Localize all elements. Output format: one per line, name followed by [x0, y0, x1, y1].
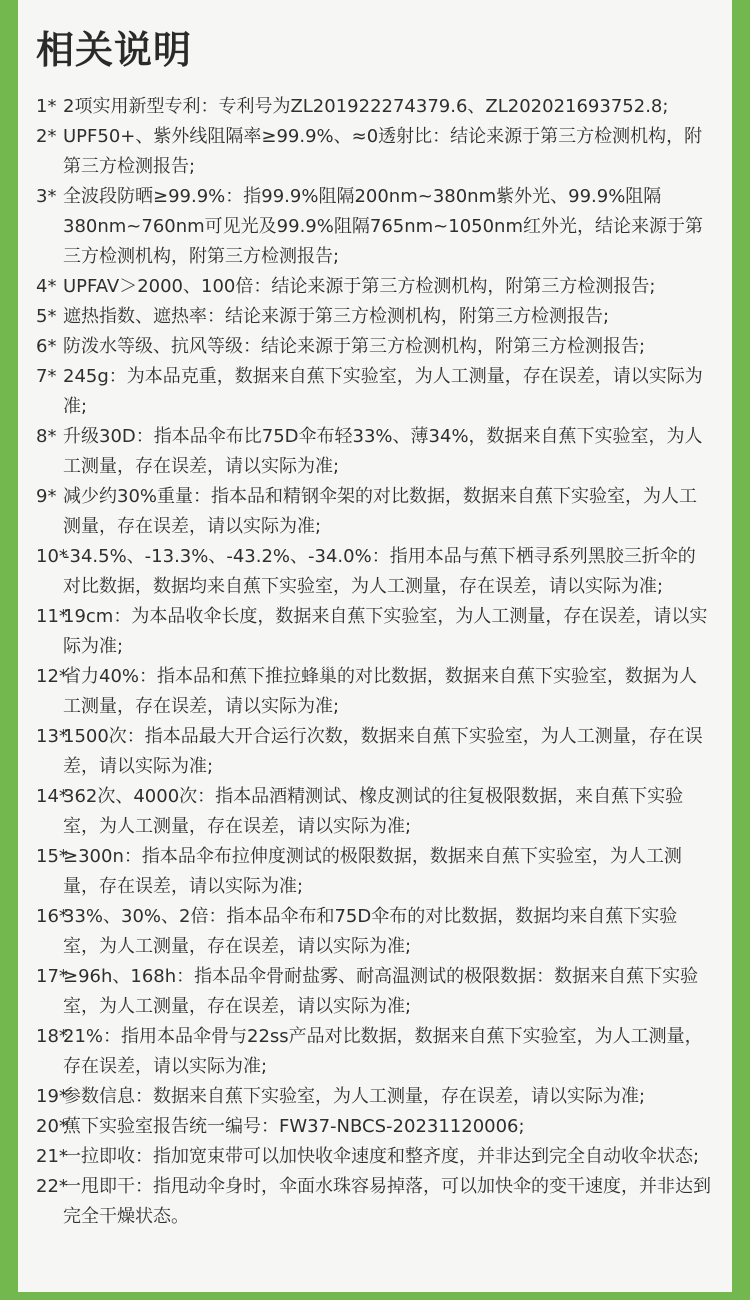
note-text: 362次、4000次：指本品酒精测试、橡皮测试的往复极限数据，来自蕉下实验室，为人工测量，存在误差，请以实际为准;: [63, 786, 684, 837]
note-item: [36, 1082, 711, 1112]
note-number: 3*: [36, 186, 57, 207]
note-text: -34.5%、-13.3%、-43.2%、-34.0%：指用本品与蕉下栖寻系列黑胶三折伞的对比数据，数据均来自蕉下实验室，为人工测量，存在误差，请以实际为准;: [63, 546, 696, 597]
note-item: [36, 272, 711, 302]
note-number: 18*: [36, 1026, 68, 1047]
note-number: 5*: [36, 306, 57, 327]
note-number: 2*: [36, 126, 57, 147]
note-number: 21*: [36, 1146, 68, 1167]
note-item: [36, 962, 711, 1022]
note-number: 7*: [36, 366, 57, 387]
note-item: [36, 1172, 711, 1232]
notes-list: [36, 92, 711, 1232]
note-item: [36, 842, 711, 902]
note-text: 减少约30%重量：指本品和精钢伞架的对比数据，数据来自蕉下实验室，为人工测量，存在误差，请以实际为准;: [63, 486, 698, 537]
note-item: [36, 482, 711, 542]
note-text: 全波段防晒≥99.9%：指99.9%阻隔200nm~380nm紫外光、99.9%阻隔380nm~760nm可见光及99.9%阻隔765nm~1050nm红外光，结论来源于第三方检测机构，附第三方检测报告;: [63, 186, 703, 267]
note-number: 14*: [36, 786, 68, 807]
note-item: [36, 92, 711, 122]
note-number: 6*: [36, 336, 57, 357]
note-text: 遮热指数、遮热率：结论来源于第三方检测机构，附第三方检测报告;: [63, 306, 610, 327]
note-item: [36, 1112, 711, 1142]
note-number: 4*: [36, 276, 57, 297]
note-number: 11*: [36, 606, 68, 627]
note-text: 245g：为本品克重，数据来自蕉下实验室，为人工测量，存在误差，请以实际为准;: [63, 366, 703, 417]
note-number: 17*: [36, 966, 68, 987]
note-text: 防泼水等级、抗风等级：结论来源于第三方检测机构，附第三方检测报告;: [63, 336, 646, 357]
note-text: 一拉即收：指加宽束带可以加快收伞速度和整齐度，并非达到完全自动收伞状态;: [63, 1146, 700, 1167]
note-item: [36, 722, 711, 782]
note-number: 20*: [36, 1116, 68, 1137]
note-item: [36, 362, 711, 422]
note-item: [36, 182, 711, 272]
note-text: 19cm：为本品收伞长度，数据来自蕉下实验室，为人工测量，存在误差，请以实际为准;: [63, 606, 708, 657]
note-text: 21%：指用本品伞骨与22ss产品对比数据，数据来自蕉下实验室，为人工测量，存在误差，请以实际为准;: [63, 1026, 703, 1077]
note-item: [36, 332, 711, 362]
note-text: 省力40%：指本品和蕉下推拉蜂巢的对比数据，数据来自蕉下实验室，数据为人工测量，存在误差，请以实际为准;: [63, 666, 698, 717]
note-item: [36, 602, 711, 662]
note-item: [36, 662, 711, 722]
notes-panel: [18, 0, 732, 1292]
note-text: ≥96h、168h：指本品伞骨耐盐雾、耐高温测试的极限数据：数据来自蕉下实验室，为人工测量，存在误差，请以实际为准;: [63, 966, 699, 1017]
page-title: 相关说明: [36, 28, 193, 72]
note-number: 16*: [36, 906, 68, 927]
note-text: ≥300n：指本品伞布拉伸度测试的极限数据，数据来自蕉下实验室，为人工测量，存在误差，请以实际为准;: [63, 846, 682, 897]
note-text: 2项实用新型专利：专利号为ZL201922274379.6、ZL202021693752.8;: [63, 96, 669, 117]
note-number: 8*: [36, 426, 57, 447]
note-number: 19*: [36, 1086, 68, 1107]
note-item: [36, 422, 711, 482]
note-number: 22*: [36, 1176, 68, 1197]
note-item: [36, 1142, 711, 1172]
note-text: 33%、30%、2倍：指本品伞布和75D伞布的对比数据，数据均来自蕉下实验室，为人工测量，存在误差，请以实际为准;: [63, 906, 678, 957]
note-text: 1500次：指本品最大开合运行次数，数据来自蕉下实验室，为人工测量，存在误差，请以实际为准;: [63, 726, 703, 777]
note-item: [36, 122, 711, 182]
note-text: UPF50+、紫外线阻隔率≥99.9%、≈0透射比：结论来源于第三方检测机构，附第三方检测报告;: [63, 126, 703, 177]
note-item: [36, 902, 711, 962]
note-text: 一甩即干：指甩动伞身时，伞面水珠容易掉落，可以加快伞的变干速度，并非达到完全干燥状态。: [63, 1176, 711, 1227]
note-text: 升级30D：指本品伞布比75D伞布轻33%、薄34%，数据来自蕉下实验室，为人工测量，存在误差，请以实际为准;: [63, 426, 703, 477]
note-number: 9*: [36, 486, 57, 507]
note-number: 10*: [36, 546, 68, 567]
note-text: 蕉下实验室报告统一编号：FW37-NBCS-20231120006;: [63, 1116, 525, 1137]
note-number: 1*: [36, 96, 57, 117]
note-item: [36, 302, 711, 332]
note-number: 15*: [36, 846, 68, 867]
note-text: UPFAV＞2000、100倍：结论来源于第三方检测机构，附第三方检测报告;: [63, 276, 656, 297]
note-item: [36, 542, 711, 602]
note-text: 参数信息：数据来自蕉下实验室，为人工测量，存在误差，请以实际为准;: [63, 1086, 646, 1107]
note-number: 12*: [36, 666, 68, 687]
note-item: [36, 1022, 711, 1082]
note-item: [36, 782, 711, 842]
note-number: 13*: [36, 726, 68, 747]
